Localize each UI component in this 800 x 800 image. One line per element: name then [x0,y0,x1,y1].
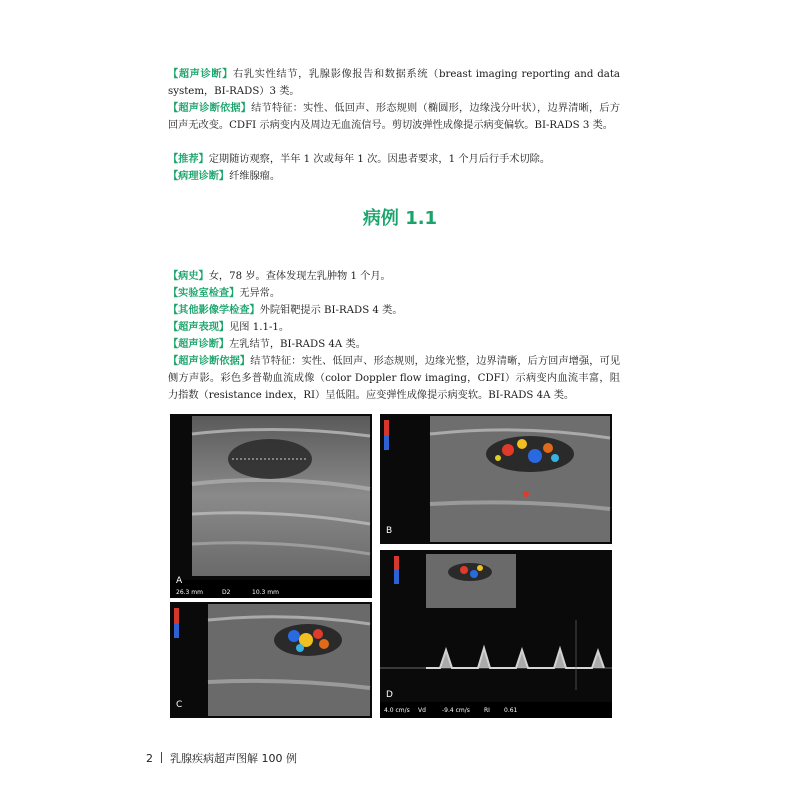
ri-label: RI [484,707,490,714]
paragraph-text: 结节特征：实性、低回声、形态规则，边缘光整，边界清晰，后方回声增强，可见侧方声影。彩色多普勒血流成像（color Doppler flow imaging，CDFI）示病变内血流丰富，阻力指数（resistance index，RI）呈低阻。应变弹性成像提示病变软。BI-RADS 4A 类。 [168,356,621,401]
paragraph-text: 见图 1.1-1。 [229,322,290,333]
book-title: 乳腺疾病超声图解 100 例 [170,752,297,765]
velocity-readout: 4.0 cm/s [384,707,410,714]
spectral-doppler-image-d [380,550,612,718]
measure-readout-value: 10.3 mm [252,589,279,596]
section-tag: 【超声表现】 [168,322,230,333]
figure-label-d: D [386,690,393,700]
prev-diagnosis-paragraph [168,66,620,100]
prev-basis-paragraph [168,100,620,134]
figure-label-c: C [176,700,183,710]
velocity-readout-value: -9.4 cm/s [442,707,470,714]
basis-paragraph [168,353,620,404]
page-number: 2 [146,752,153,765]
figure-panel-d [380,550,612,718]
findings-paragraph [168,319,620,336]
paragraph-text: 定期随访观察，半年 1 次或每年 1 次。因患者要求，1 个月后行手术切除。 [208,154,551,165]
prev-recommendation-paragraph [168,151,620,168]
section-tag: 【病史】 [168,271,209,282]
paragraph-text: 女，78 岁。查体发现左乳肿物 1 个月。 [208,271,391,282]
section-tag: 【超声诊断】 [168,69,234,80]
measure-readout: 26.3 mm [176,589,203,596]
diagnosis-paragraph [168,336,620,353]
section-tag: 【超声诊断依据】 [168,103,252,114]
page-footer [146,750,297,766]
section-tag: 【超声诊断依据】 [168,356,251,367]
paragraph-text: 无异常。 [239,288,281,299]
section-tag: 【超声诊断】 [168,339,230,350]
doppler-image-b [380,414,612,544]
lab-paragraph [168,285,620,302]
paragraph-text: 右乳实性结节，乳腺影像报告和数据系统（breast imaging reporting and data system，BI-RADS）3 类。 [168,69,621,97]
prev-pathology-paragraph [168,168,620,185]
section-tag: 【推荐】 [168,154,209,165]
paragraph-text: 结节特征：实性、低回声、形态规则（椭圆形，边缘浅分叶状），边界清晰，后方回声无改变。CDFI 示病变内及周边无血流信号。剪切波弹性成像提示病变偏软。BI-RADS 3 类。 [168,103,621,131]
section-tag: 【其他影像学检查】 [168,305,260,316]
case-title: 病例 1.1 [362,208,438,229]
section-tag: 【实验室检查】 [168,288,240,299]
measure-readout-label: D2 [222,589,231,596]
figure-panel-b [380,414,612,544]
paragraph-text: 左乳结节，BI-RADS 4A 类。 [229,339,366,350]
imaging-paragraph [168,302,620,319]
figure-panel-a [170,414,372,598]
section-tag: 【病理诊断】 [168,171,230,182]
ultrasound-image-a [170,414,372,598]
doppler-image-c [170,602,372,718]
paragraph-text: 外院钼靶提示 BI-RADS 4 类。 [259,305,403,316]
footer-divider [161,752,162,763]
figure-label-a: A [176,576,183,586]
ri-value: 0.61 [504,707,518,714]
figure-panel-c [170,602,372,718]
history-paragraph [168,268,620,285]
velocity-readout-label: Vd [418,707,426,714]
figure-label-b: B [386,526,393,536]
paragraph-text: 纤维腺瘤。 [229,171,281,182]
